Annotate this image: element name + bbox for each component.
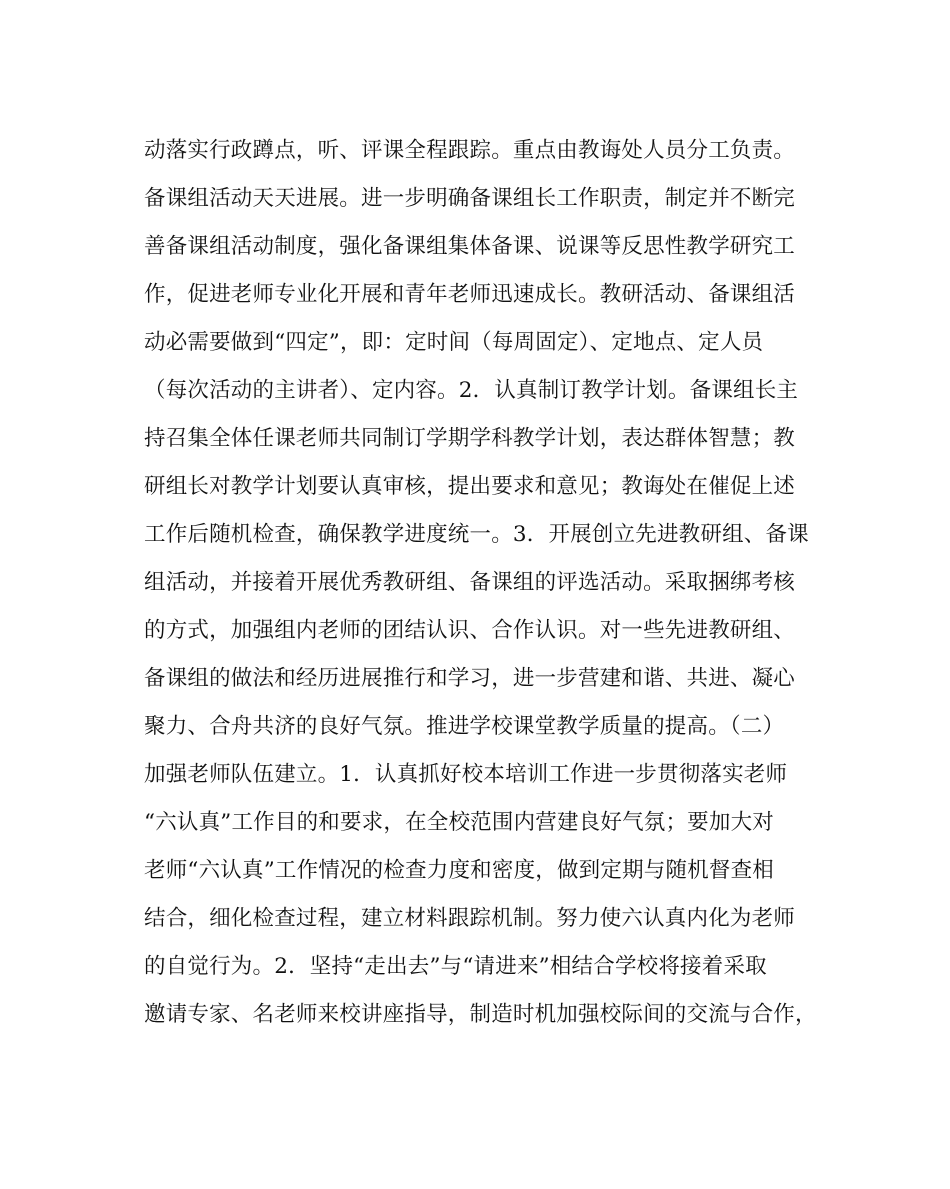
text-line: 的方式，加强组内老师的团结认识、合作认识。对一些先进教研组、: [144, 618, 796, 643]
text-line: 组活动，并接着开展优秀教研组、备课组的评选活动。采取捆绑考核: [144, 570, 796, 595]
text-line: 备课组的做法和经历进展推行和学习，进一步营建和谐、共进、凝心: [144, 666, 796, 691]
text-line: 善备课组活动制度，强化备课组集体备课、说课等反思性教学研究工: [144, 234, 796, 259]
text-line: 加强老师队伍建立。1．认真抓好校本培训工作进一步贯彻落实老师: [144, 762, 788, 787]
body-text: [144, 127, 816, 1039]
text-line: 研组长对教学计划要认真审核，提出要求和意见；教诲处在催促上述: [144, 474, 796, 499]
text-line: 作，促进老师专业化开展和青年老师迅速成长。教研活动、备课组活: [144, 282, 796, 307]
text-line: 聚力、合舟共济的良好气氛。推进学校课堂教学质量的提高。（二）: [144, 714, 785, 739]
text-line: 持召集全体任课老师共同制订学期学科教学计划，表达群体智慧；教: [144, 426, 796, 451]
text-line: 动落实行政蹲点，听、评课全程跟踪。重点由教诲处人员分工负责。: [144, 138, 796, 163]
text-line: “六认真”工作目的和要求，在全校范围内营建良好气氛；要加大对: [144, 810, 774, 835]
text-line: 老师“六认真”工作情况的检查力度和密度，做到定期与随机督查相: [144, 858, 774, 883]
text-line: 的自觉行为。2．坚持“走出去”与“请进来”相结合学校将接着采取: [144, 954, 767, 979]
text-line: 工作后随机检查，确保教学进度统一。3．开展创立先进教研组、备课: [144, 522, 809, 547]
text-line: 结合，细化检查过程，建立材料跟踪机制。努力使六认真内化为老师: [144, 906, 796, 931]
text-line: 动必需要做到“四定”，即：定时间（每周固定）、定地点、定人员: [144, 330, 764, 355]
text-line: （每次活动的主讲者）、定内容。2．认真制订教学计划。备课组长主: [144, 378, 799, 403]
text-line: 邀请专家、名老师来校讲座指导，制造时机加强校际间的交流与合作，: [144, 1002, 817, 1027]
text-line: 备课组活动天天进展。进一步明确备课组长工作职责，制定并不断完: [144, 186, 796, 211]
